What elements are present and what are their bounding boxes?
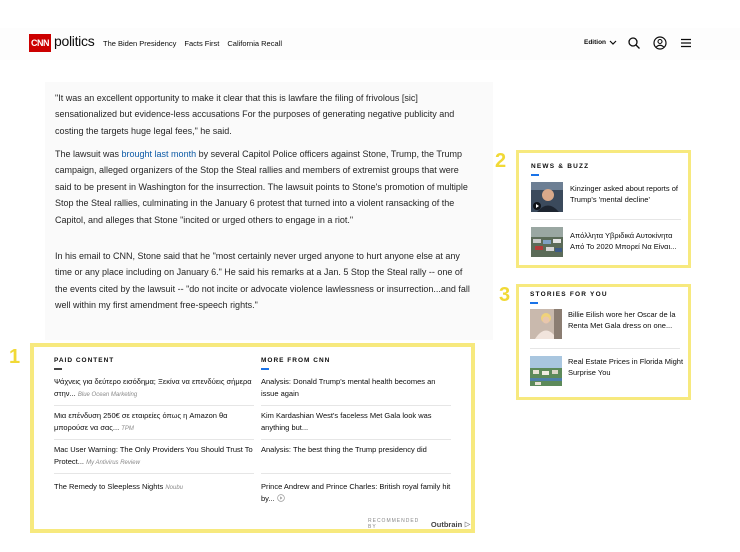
outbrain-logo: Outbrain — [430, 519, 463, 529]
more-item[interactable]: Analysis: The best thing the Trump presidency did — [261, 445, 427, 454]
adchoices-icon — [464, 521, 471, 528]
title-underline — [261, 368, 269, 370]
billie-eilish-thumbnail[interactable] — [530, 309, 562, 339]
paid-item-source: Noubu — [165, 485, 183, 491]
paragraph-text: The lawsuit was — [55, 149, 122, 159]
florida-real-estate-thumbnail[interactable] — [530, 356, 562, 386]
paid-item-source: Blue Ocean Marketing — [77, 391, 138, 398]
news-buzz-item[interactable]: Απόλλητα Υβριδικά Αυτοκίνητα Από Το 2020 Μπορεί Να Είναι... — [570, 231, 677, 251]
divider — [531, 219, 681, 220]
paid-item-text: Μια επένδυση 250€ σε εταιρείες όπως η Amazon θα μπορούσε να σας... — [54, 411, 228, 432]
paid-item-text: The Remedy to Sleepless Nights — [54, 482, 164, 491]
hybrid-cars-thumbnail[interactable] — [531, 227, 563, 257]
chevron-down-icon — [609, 40, 617, 46]
search-icon[interactable] — [627, 36, 641, 50]
brought-last-month-link[interactable]: brought last month — [121, 149, 197, 159]
stories-for-you-widget — [516, 284, 691, 400]
cnn-logo[interactable]: CNN — [29, 34, 51, 52]
news-buzz-title: NEWS & BUZZ — [531, 163, 590, 170]
paid-item[interactable] — [54, 410, 259, 435]
stories-item[interactable]: Real Estate Prices in Florida Might Surprise You — [568, 357, 684, 377]
news-buzz-widget — [516, 150, 691, 268]
article-body — [45, 82, 493, 340]
kinzinger-thumbnail[interactable] — [531, 182, 563, 212]
site-header — [0, 28, 740, 60]
section-name[interactable]: politics — [54, 33, 95, 49]
play-icon — [277, 494, 285, 502]
paid-content-title: PAID CONTENT — [54, 357, 115, 364]
edition-label: Edition — [584, 39, 607, 46]
paid-item-text: Ψάχνεις για δεύτερο εισόδημα; Ξεκίνα να επενδύεις σήμερα στην... — [54, 377, 252, 398]
divider — [54, 473, 254, 474]
more-from-cnn-title: MORE FROM CNN — [261, 357, 331, 364]
paid-item-text: Mac User Warning: The Only Providers You Should Trust To Protect... — [54, 445, 253, 466]
annotation-number-3: 3 — [499, 284, 511, 306]
nav-biden-presidency[interactable]: The Biden Presidency — [103, 39, 177, 48]
article-paragraph: "It was an excellent opportunity to make it clear that this is lawfare the filing of frivolous [sic] sensationalized but evidence-less accusations For the purposes of generating negative publicity and costing the targets huge legal fees," he said. — [55, 93, 455, 136]
top-nav — [103, 39, 282, 48]
divider — [261, 405, 451, 406]
divider — [54, 405, 254, 406]
article-paragraph — [55, 146, 473, 228]
paid-item[interactable] — [54, 481, 259, 495]
divider — [54, 439, 254, 440]
divider — [530, 348, 680, 349]
more-item[interactable]: Analysis: Donald Trump's mental health becomes an issue again — [261, 377, 436, 398]
divider — [261, 473, 451, 474]
divider — [261, 439, 451, 440]
more-item-text: Prince Andrew and Prince Charles: British royal family hit by... — [261, 482, 451, 503]
menu-icon[interactable] — [679, 36, 693, 50]
recommendations-panel — [30, 343, 475, 533]
edition-dropdown[interactable] — [584, 39, 617, 46]
more-item[interactable]: Kim Kardashian West's faceless Met Gala look was anything but... — [261, 411, 432, 432]
paid-item-source: My Antivirus Review — [86, 459, 140, 466]
paid-item[interactable] — [54, 376, 259, 401]
paid-item-source: TPM — [121, 425, 134, 432]
more-item[interactable] — [261, 481, 451, 504]
title-underline — [531, 174, 539, 176]
news-buzz-item[interactable]: Kinzinger asked about reports of Trump's 'mental decline' — [570, 184, 678, 204]
outbrain-attribution[interactable] — [368, 518, 471, 530]
annotation-number-2: 2 — [495, 150, 507, 172]
title-underline — [54, 368, 62, 370]
recommended-by-label: RECOMMENDED BY — [368, 518, 420, 530]
nav-california-recall[interactable]: California Recall — [227, 39, 282, 48]
stories-item[interactable]: Billie Eilish wore her Oscar de la Renta Met Gala dress on one... — [568, 310, 676, 330]
annotation-number-1: 1 — [9, 346, 21, 368]
paragraph-text: by several Capitol Police officers against Stone, Trump, the Trump campaign, alleged organizers of the Stop the Steal rallies and members of extremist groups that were said to be present in Washington for the insurrection. The lawsuit points to Stone's promotion of multiple Stop the Steal rallies, culminating in the January 6 protest that turned into a violent ransacking of the Capitol, and alleges that Stone "incited or urged others to engage in a riot." — [55, 149, 468, 225]
article-paragraph: In his email to CNN, Stone said that he "most certainly never urged anyone to hurt anyone else at any time or any place including on January 6." He said his remarks at a Jan. 5 Stop the Steal rally -- one of the events cited by the lawsuit -- "do not incite or advocate violence lawlessness or insurrection...and fall well within my first amendment free-speech rights." — [55, 251, 470, 311]
user-icon[interactable] — [653, 36, 667, 50]
nav-facts-first[interactable]: Facts First — [184, 39, 220, 48]
title-underline — [530, 302, 538, 304]
stories-for-you-title: STORIES FOR YOU — [530, 291, 608, 298]
paid-item[interactable] — [54, 444, 259, 469]
